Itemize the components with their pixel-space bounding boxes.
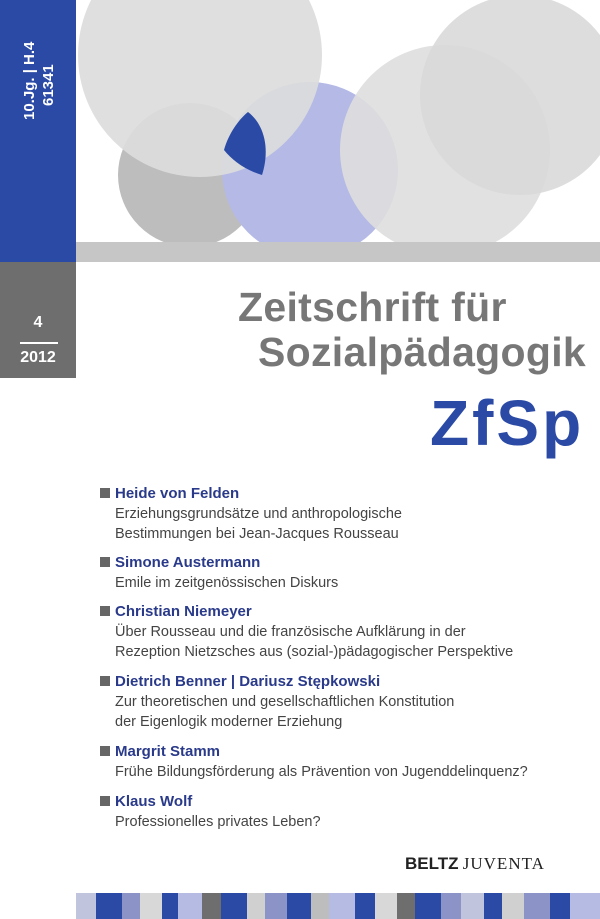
strip-segment: [570, 893, 600, 919]
publisher-name-juventa: JUVENTA: [462, 854, 545, 873]
toc-title-line: Frühe Bildungsförderung als Prävention von Jugenddelinquenz?: [115, 764, 528, 780]
journal-title-line1: Zeitschrift für: [238, 284, 507, 330]
bullet-square-icon: [100, 606, 110, 616]
strip-segment: [502, 893, 524, 919]
bullet-square-icon: [100, 796, 110, 806]
gray-rule-bar: [76, 242, 600, 262]
strip-segment: [415, 893, 441, 919]
toc-title: [115, 762, 528, 782]
bullet-square-icon: [100, 746, 110, 756]
strip-segment: [287, 893, 311, 919]
decorative-circles: [0, 0, 600, 262]
toc-title: [115, 692, 454, 732]
toc-title-line: Emile im zeitgenössischen Diskurs: [115, 575, 339, 591]
toc-title: [115, 622, 513, 662]
strip-segment: [484, 893, 502, 919]
strip-segment: [162, 893, 178, 919]
toc-title: [115, 504, 402, 544]
strip-segment: [265, 893, 287, 919]
toc-title-line: Professionelles privates Leben?: [115, 814, 321, 830]
strip-segment: [461, 893, 485, 919]
toc-author: Heide von Felden: [115, 485, 240, 502]
bullet-square-icon: [100, 557, 110, 567]
journal-abbreviation: ZfSp: [430, 387, 585, 459]
strip-segment: [178, 893, 202, 919]
toc-title-line: Zur theoretischen und gesellschaftlichen Konstitution: [115, 694, 455, 710]
strip-segment: [202, 893, 222, 919]
bottom-color-strip: [76, 893, 600, 919]
toc-author: Margrit Stamm: [115, 743, 221, 760]
strip-segment: [311, 893, 329, 919]
strip-segment: [122, 893, 140, 919]
journal-title-line2: Sozialpädagogik: [258, 329, 586, 375]
bullet-square-icon: [100, 676, 110, 686]
toc-title-line: Über Rousseau und die französische Aufklärung in der: [115, 624, 466, 640]
toc-author: Simone Austermann: [115, 554, 261, 571]
strip-segment: [375, 893, 397, 919]
strip-segment: [397, 893, 415, 919]
strip-segment: [355, 893, 375, 919]
toc-title: [115, 812, 321, 832]
issue-divider: [20, 342, 58, 344]
toc-title-line: Rezeption Nietzsches aus (sozial-)pädagogischer Perspektive: [115, 644, 514, 660]
strip-segment: [329, 893, 355, 919]
strip-segment: [76, 893, 96, 919]
toc-author: Christian Niemeyer: [115, 603, 252, 620]
toc-title: [115, 573, 338, 593]
bottom-strip-left: [0, 893, 76, 919]
toc-title-line: Bestimmungen bei Jean-Jacques Rousseau: [115, 526, 399, 542]
strip-segment: [247, 893, 265, 919]
strip-segment: [221, 893, 247, 919]
toc-author: Klaus Wolf: [115, 793, 193, 810]
toc-title-line: Erziehungsgrundsätze und anthropologische: [115, 506, 402, 522]
strip-segment: [96, 893, 122, 919]
issue-box: [0, 262, 76, 378]
strip-segment: [550, 893, 570, 919]
spine-number: 61341: [40, 64, 57, 106]
toc-author: Dietrich Benner | Dariusz Stępkowski: [115, 673, 381, 690]
toc-title-line: der Eigenlogik moderner Erziehung: [115, 714, 343, 730]
issue-year: 2012: [20, 349, 56, 366]
publisher-name-beltz: BELTZ: [405, 854, 459, 873]
bullet-square-icon: [100, 488, 110, 498]
issue-number: 4: [33, 314, 43, 331]
strip-segment: [140, 893, 162, 919]
strip-segment: [524, 893, 550, 919]
strip-segment: [441, 893, 461, 919]
publisher-logo: [405, 854, 545, 874]
spine-label: [20, 0, 58, 120]
spine-volume-issue: 10.Jg. | H.4: [21, 41, 38, 120]
